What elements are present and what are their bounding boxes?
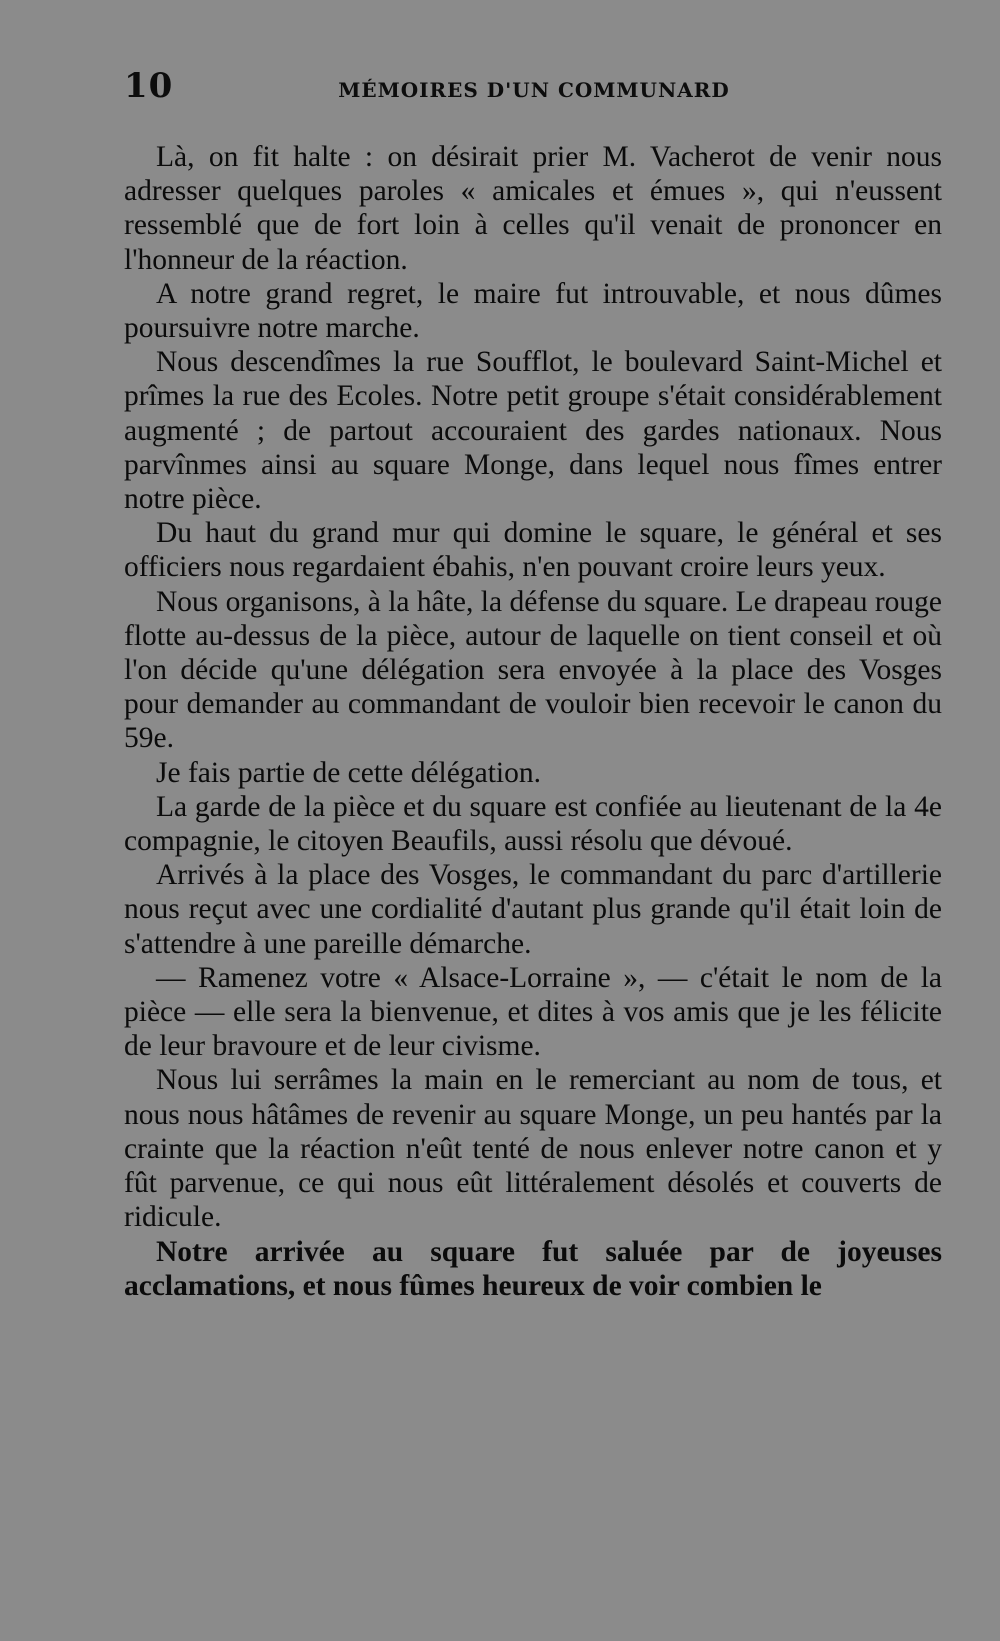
paragraph: La garde de la pièce et du square est confiée au lieutenant de la 4e compagnie, le citoyen Beaufils, aussi résolu que dévoué. xyxy=(124,790,942,858)
page-number: 10 xyxy=(124,66,174,106)
paragraph: Nous organisons, à la hâte, la défense du square. Le drapeau rouge flotte au-dessus de la pièce, autour de laquelle on tient conseil et où l'on décide qu'une délégation sera envoyée à la place des Vosges pour demander au commandant de vouloir bien recevoir le canon du 59e. xyxy=(124,585,942,755)
paragraph: Arrivés à la place des Vosges, le commandant du parc d'artillerie nous reçut avec une cordialité d'autant plus grande qu'il était loin de s'attendre à une pareille démarche. xyxy=(124,859,942,960)
paragraph: Je fais partie de cette délégation. xyxy=(156,756,541,789)
paragraph: Là, on fit halte : on désirait prier M. Vacherot de venir nous adresser quelques paroles « amicales et émues », qui n'eussent ressemblé que de fort loin à celles qu'il venait de prononcer en l'honneur de la réaction. xyxy=(124,141,942,276)
running-title: MÉMOIRES D'UN COMMUNARD xyxy=(338,78,730,102)
paragraph: A notre grand regret, le maire fut introuvable, et nous dûmes poursuivre notre marche. xyxy=(124,277,942,345)
paragraph: Nous descendîmes la rue Soufflot, le boulevard Saint-Michel et prîmes la rue des Ecoles. Notre petit groupe s'était considérablement augmenté ; de partout accouraient des gardes nationaux. Nous parvînmes ainsi au square Monge, dans lequel nous fîmes entrer notre pièce. xyxy=(124,346,942,516)
paragraph: Notre arrivée au square fut saluée par de joyeuses acclamations, et nous fûmes heureux de voir combien le xyxy=(124,1235,942,1302)
body-text xyxy=(124,140,942,1303)
page-header xyxy=(124,66,944,116)
paragraph: — Ramenez votre « Alsace-Lorraine », — c'était le nom de la pièce — elle sera la bienvenue, et dites à vos amis que je les félicite de leur bravoure et de leur civisme. xyxy=(124,961,942,1063)
paragraph: Du haut du grand mur qui domine le square, le général et ses officiers nous regardaient ébahis, n'en pouvant croire leurs yeux. xyxy=(124,517,942,584)
paragraph: Nous lui serrâmes la main en le remerciant au nom de tous, et nous nous hâtâmes de revenir au square Monge, un peu hantés par la crainte que la réaction n'eût tenté de nous enlever notre canon et y fût parvenue, ce qui nous eût littéralement désolés et couverts de ridicule. xyxy=(124,1064,942,1234)
